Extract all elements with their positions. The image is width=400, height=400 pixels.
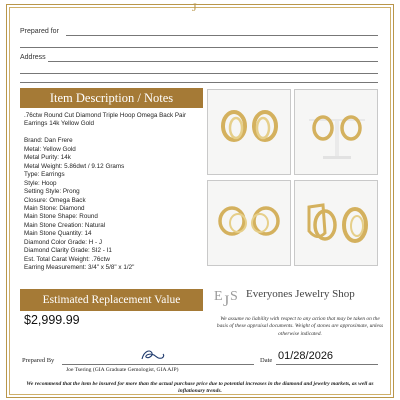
top-logo-mark: J [192,0,197,14]
address-line-3[interactable] [20,82,378,83]
date-line[interactable] [276,364,378,365]
prepared-by-label: Prepared By [22,357,55,364]
description-line: Est. Total Carat Weight: .76ctw [24,255,110,263]
date-label: Date [260,357,273,364]
description-line: Diamond Clarity Grade: SI2 - I1 [24,247,112,255]
date-value: 01/28/2026 [278,350,334,362]
address-line-2[interactable] [20,73,378,74]
svg-text:E: E [214,289,223,304]
description-line: Earring Measurement: 3/4" x 5/8" x 1/2" [24,264,135,272]
earrings-stand-photo [294,89,378,175]
description-lead: .76ctw Round Cut Diamond Triple Hoop Omega Back Pair Earrings 14k Yellow Gold [24,112,187,128]
description-line: Main Stone Quantity: 14 [24,230,92,238]
description-line: Closure: Omega Back [24,196,86,204]
shop-name: Everyones Jewelry Shop [246,288,355,300]
description-line: Main Stone: Diamond [24,205,85,213]
address-line[interactable] [48,61,378,62]
earrings-side-photo [207,180,291,266]
earrings-back-photo [294,180,378,266]
description-line: Diamond Color Grade: H - J [24,238,103,246]
svg-text:J: J [223,293,230,310]
description-header: Item Description / Notes [20,88,203,108]
liability-disclaimer: We assume no liability with respect to any action that may be taken on the basis of these appraisal documents. Weight of stones are approximate, unless otherwise indicated. [216,316,384,337]
insurance-recommendation: We recommend that the item be insured for more than the actual purchase price due to potential increases in the diamond and jewelry markets, as well as inflationary trends. [26,381,374,394]
prepared-by-line[interactable] [62,364,254,365]
prepared-for-line[interactable] [66,35,378,36]
description-line: Setting Style: Prong [24,188,80,196]
earrings-front-photo [207,89,291,175]
svg-text:S: S [230,289,238,304]
appraiser-name: Joe Tsering (GIA Graduate Gemologist, GIA AJP) [66,367,179,373]
description-line: Style: Hoop [24,179,57,187]
description-line: Main Stone Creation: Natural [24,221,106,229]
description-line: Metal: Yellow Gold [24,145,76,153]
shop-logo [212,283,242,313]
description-line: Main Stone Shape: Round [24,213,98,221]
prepared-for-label: Prepared for [20,28,59,35]
prepared-for-line-2[interactable] [20,47,378,48]
description-line: Type: Earrings [24,171,65,179]
description-line: Metal Purity: 14k [24,154,71,162]
address-label: Address [20,54,46,61]
replacement-value: $2,999.99 [24,313,80,327]
replacement-value-header: Estimated Replacement Value [20,289,203,311]
appraiser-signature [138,347,168,363]
description-body [24,112,204,273]
description-line: Brand: Dan Frere [24,137,73,145]
description-line: Metal Weight: 5.86dwt / 9.12 Grams [24,162,125,170]
